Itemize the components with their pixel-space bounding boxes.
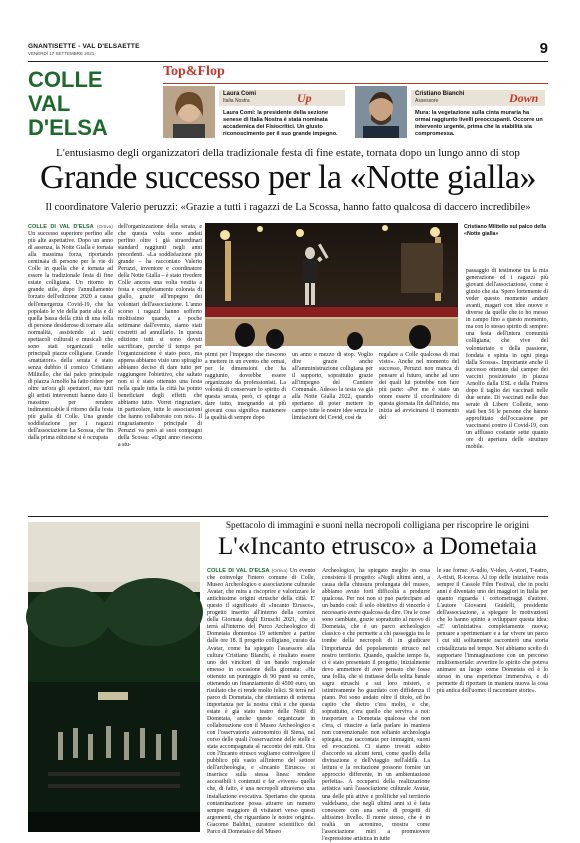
article1-byline: (Ortiva) bbox=[97, 225, 113, 230]
section-title: COLLE VAL D'ELSA bbox=[28, 67, 108, 140]
article1-column-2 bbox=[118, 224, 202, 510]
article1-text-3: pirmi per l'impegno che riescono a mettere in un evento che ormai, per le dimensioni che ha raggiunto, dovrebbe essere organizzato da professionisti. La volontà di conservare lo spirito di questa serata, però, ci spinge a dare tutto, insegnando ai più giovani cosa significa mantenere la qualità di sempre dopo bbox=[205, 352, 286, 422]
article1-dateline: COLLE DI VAL D'ELSA bbox=[28, 224, 94, 230]
top-card bbox=[163, 86, 348, 138]
article1-text-4: un anno e mezzo di stop. Voglio dire grazie anche all'amministrazione colligiana per il supporto, soprattutto grazie all'impegno del Cantiere Comunale. Adesso la testa va già alla Notte Gialla 2022, quando speriamo di poter mettere in campo tutte le nostre idee senza le limitazioni del Covid, così da bbox=[292, 352, 373, 422]
flop-card bbox=[355, 86, 548, 138]
paper-name: GNANTISETTE - VAL D'ELSAETTE bbox=[28, 43, 140, 50]
article1-text-1: Un successo superiore perfino alle più alte aspettative. Dopo un anno di assenza, la Notte Gialla è tornata alla massima forza, riportando centinaia di persone per le vie di Colle in quella che è tornata ad essere la tradizionale festa di fine estate colligiana. Un ritorno in grande stile, dopo l'annullamento forzato dell'edizione 2020 a causa dell'emergenza Covid-19, che ha popolato le vie della parte alta e di quella bassa della città di una folla di persone desiderose di tornare alla normalità, assistendo ai tanti spettacoli culturali e musicali che sono stati organizzati nelle principali piazze colligiane. Grande «mattatore» della serata è stato senza dubbio il comico Cristiano Militello, che dal palco principale di piazza Arnolfo ha fatto ridere per oltre un'ora gli spettatori, ma tutti gli artisti intervenuti hanno dato il massimo per rendere indimenticabile il ritorno della festa più gialla di Colle. Una grande soddisfazione per i ragazzi dell'associazione La Scossa, che fin dalla prima edizione si è occupata bbox=[28, 231, 113, 442]
article2-text-1: Un evento che coinvolge l'intero comune di Colle, Museo Archeologico e associazione culturale Avatar, che mira a riscoprire e valorizzare le antichissime origini etrusche della città. E' questo il significato di «Incanto Etrusco», progetto inserito all'interno della cornice della Giornata degli Etruschi 2021, che si terrà all'interno del Parco Archeologico di Dometaia domenica 19 settembre a partire dalle ore 18. Il progetto colligiano, curato da Avatar, come ha spiegato l'assessore alla cultura Cristiano Bianchi, è risultato essere uno dei vincitori di un bando regionale emesso in occasione della giornata: «Ha ottenuto un punteggio di 90 punti su cento, ottenendo un finanziamento di 4500 euro, un risultato che ci rende molto felici. Si terrà nel parco di Dometaia, che riteniamo di estrema importanza per la nostra città e che questa estate è già stato teatro delle Notti di Dometaia, anche queste organizzate in collaborazione con il Museo Archeologico e con l'osservatorio astronomico di Siena, nel corso delle quali l'osservazione delle stelle è stata accompagnata al racconto dei miti. Ora con l'Incanto etrusco vogliamo coinvolgere il pubblico più vasto all'interno del settore dell'archeologia, e «Incanto Etrusco» si inserisce sulla stessa linea: rendere accessibili i contenuti e far «vivere» quella che, di fatto, è una necropoli attraverso una installazione evocativa. Speriamo che questa contaminazione possa attrarre un numero sempre maggiore di visitatori verso questi argomenti, che riguardano le nostre origini». Giacomo Baldini, curatore scientifico del Parco di Dometaia e del Museo bbox=[207, 568, 316, 835]
flop-text: Mura: la vegetazione sulla cinta muraria ha ormai raggiunto livelli preoccupanti. Occorre un intervento urgente, prima che la stabilità sia compromessa. bbox=[415, 110, 543, 137]
article1-subhead: Il coordinatore Valerio peruzzi: «Grazie a tutti i ragazzi de La Scossa, hanno fatto qualcosa di daccero incredibile» bbox=[45, 202, 531, 213]
necropolis-event-photo bbox=[28, 522, 200, 832]
article2-headline: L'«Incanto etrusco» a Dometaia bbox=[218, 533, 537, 560]
top-verdict: Up bbox=[297, 91, 312, 105]
section-divider bbox=[28, 516, 548, 517]
flop-person-role: Assessore bbox=[415, 98, 439, 104]
article2-kicker: Spettacolo di immagini e suoni nella necropoli colligiana per riscoprire le origini bbox=[225, 521, 530, 531]
top-person-name: Laura Comi bbox=[223, 91, 257, 97]
article1-column-4 bbox=[292, 352, 373, 510]
issue-date: VENERDÌ 17 SETTEMBRE 2021 bbox=[28, 51, 95, 56]
article2-text-3: le sue forme: A-udio, V-ideo, A-utori, T-eatro, A-rtisti, R-icerca. Al top delle iniziative resta sempre il Cassole Film Festival, che in pochi anni è diventato uno dei maggiori in Italia per quanto riguarda i cortometraggi d'autore. L'autore Giovanni Guidelli, presidente dell'associazione, a spiegare le motivazioni che lo hanno spinto a sviluppare questa idea: «E' un'iniziativa completamente nuova; pensare a sperimentare e a far vivere un parco i cui siti solitamente racconterò una storia cristallizzata nel tempo. Noi abbiamo scelto di supportare l'immaginazione con un percorso multisensoriale: avvertire lo spirito che poteva animare un luogo come Dometaia ed è lo stesso in una esperienza immersiva, e di permette di riportare in maniera nuova la cosa più antica dell'uomo: il raccontare storie». bbox=[437, 568, 548, 694]
article2-column-1 bbox=[207, 568, 315, 834]
stage-performer-photo bbox=[205, 223, 458, 346]
article1-text-2: dell'organizzazione della serata, e che questa volta sono andati perfino oltre i già straordinari standard raggiunti negli anni precedenti. «La soddisfazione più grande – ha raccontato Valerio Peruzzi, inventore e coordinatore della Notte Gialla – è stato rivedere Colle ancora una volta vestita a festa e completamente colorata di giallo, grazie all'impegno dei volontari dell'associazione. L'anno scorso i ragazzi hanno sofferto moltissimo quando, a poche settimane dall'evento, siamo stati costretti ad annullarlo. In questa edizione tutti si sono dovuti sacrificare, perché il tempo per l'organizzazione è stato poco, ma appena abbiamo visto uno spiraglio abbiamo deciso di dare tutto per raggiungere l'obiettivo, che saltato non si è stato ottenuto una festa nella quale tutta la città ha potuto beneficiare degli effetti che abbiamo tutto. Vorrei ringraziare, in particolare, tutte le associazioni che hanno collaborato con noi». Il ringraziamento principale di Peruzzi va però ai suoi compagni della Scossa: «Ogni anno riescono a stu- bbox=[118, 224, 202, 449]
top-text: Laura Comi: la presidente della sezione senese di Italia Nostra è stata nominata accademica dei Fisiocritici. Un giusto riconoscimento per il suo grande impegno. bbox=[223, 110, 338, 137]
article1-text-6: passaggio di testimone tra la mia generazione ed i ragazzi più giovani dell'associazione, come è giusto che sia. Spero fortemente di veder questo momento andare avanti, magari con idee nuove e diverse da quelle che io ho messo in campo fino a questo momento, ma con lo stesso spirito di sempre: una festa dell'intera comunità colligiana, che vive del volontariato e della passione, fondata e spinta in ogni piega dalla Scossa». Importante anche il successo ottenuto dal camper dei vaccini posizionato in piazza Arnolfo dalla USL e dalla Fratres dopo il taglio dei vaccinati nelle due serate. Di vaccinati nelle due serate di Libero Collette, sono stati ben 56 le persone che hanno approfittato dell'occasione per vaccinarsi contro il Covid-19, con un afflusso costante sette quanto ore di apertura delle strutture mobile. bbox=[466, 268, 548, 451]
top-person-role: Italia Nostra bbox=[223, 98, 250, 104]
article1-column-1 bbox=[28, 224, 113, 510]
article2-dateline: COLLE DI VAL D'ELSA bbox=[207, 568, 270, 574]
top-flop-rule bbox=[163, 83, 548, 84]
woman-portrait-photo bbox=[163, 86, 215, 138]
masthead bbox=[28, 40, 548, 62]
top-flop-label: Top&Flop bbox=[163, 64, 225, 79]
article1-column-5 bbox=[379, 352, 459, 510]
article2-byline: (Ortiva) bbox=[271, 569, 288, 574]
flop-person-name: Cristiano Bianchi bbox=[415, 91, 465, 97]
article1-kicker: L'entusiasmo degli organizzatori della tradizionale festa di fine estate, tornata dopo un lungo anno di stop bbox=[56, 147, 520, 159]
page-number: 9 bbox=[539, 40, 548, 57]
article1-column-3 bbox=[205, 352, 286, 510]
article1-text-5: regalare a Colle qualcosa di mai visto». Anche nel momento del successo, Peruzzi non manca di pensare al futuro, anche ad uno dei quali lui potrebbe non fare più parte: «Per me è stato un onore essere il coordinatore di questa giornata fin dall'inizio, ma inizia ad avvicinarsi il momento del bbox=[379, 352, 459, 422]
man-portrait-photo bbox=[355, 86, 407, 138]
article2-column-2 bbox=[322, 568, 430, 842]
article2-column-3 bbox=[437, 568, 548, 834]
article1-headline: Grande successo per la «Notte gialla» bbox=[39, 159, 537, 196]
article2-text-2: Archeologico, ha spiegato meglio in cosa consisterà il progetto: «Negli ultimi anni, a causa della chiusura prolungata del museo, abbiamo avuto forti difficoltà a produrre qualcosa. Per noi non si può partecipare ad un bando così: il solo obiettivo di vincerlo è necessario avere qualcosa da dire. Ora le cose sono cambiate, grazie soprattutto al nuovo di Dometaia, che è un parco archeologico classico e che permette a chi passeggia tra le tombe della necropoli di in giudicare l'importanza del popolamento etrusco nel nostro territorio. Quando, qualche tempo fa, ci è stato presentato il progetto, inizialmente devo ammettere di aver pensato che fosse una follia, che si trattasse della solita banale sagra etruschi e sui loro misteri, e istintivamente ho guardato con diffidenza il piano. Poi sono andato oltre il titolo, ed ho capito che dietro c'era molto, e che, soprattutto, c'era quello che serviva a noi: trasportare a Dometaia qualcosa che non c'era, ci riuscire a farla parlare in maniera non convenzionale: non soltanto archeologia spiegata, ma raccontata per immagini, suoni ed evocazioni. Ci siamo trovati subito d'accordo su alcuni temi, come quello della divinazione e dell'viaggio nell'aldilà. La lettura e la recitazione possono fornire un approccio differente, in un ambientazione perfetta». A occuparsi della realizzazione artistica sarà l'associazione culturale Avatar, una delle più attive e prolifiche sul territorio valdelsano, che negli ultimi anni si è fatta conoscere con una serie di progetti di altissimo livello. Il nome stesso, che è in realtà un acronimo, mostra come l'associazione miri a promuovere l'espressione artistica in tutte bbox=[322, 568, 430, 842]
article1-column-6 bbox=[466, 268, 548, 510]
article1-photo-caption: Cristiano Militello sul palco della «Notte gialla» bbox=[464, 224, 547, 237]
flop-verdict: Down bbox=[509, 91, 539, 105]
